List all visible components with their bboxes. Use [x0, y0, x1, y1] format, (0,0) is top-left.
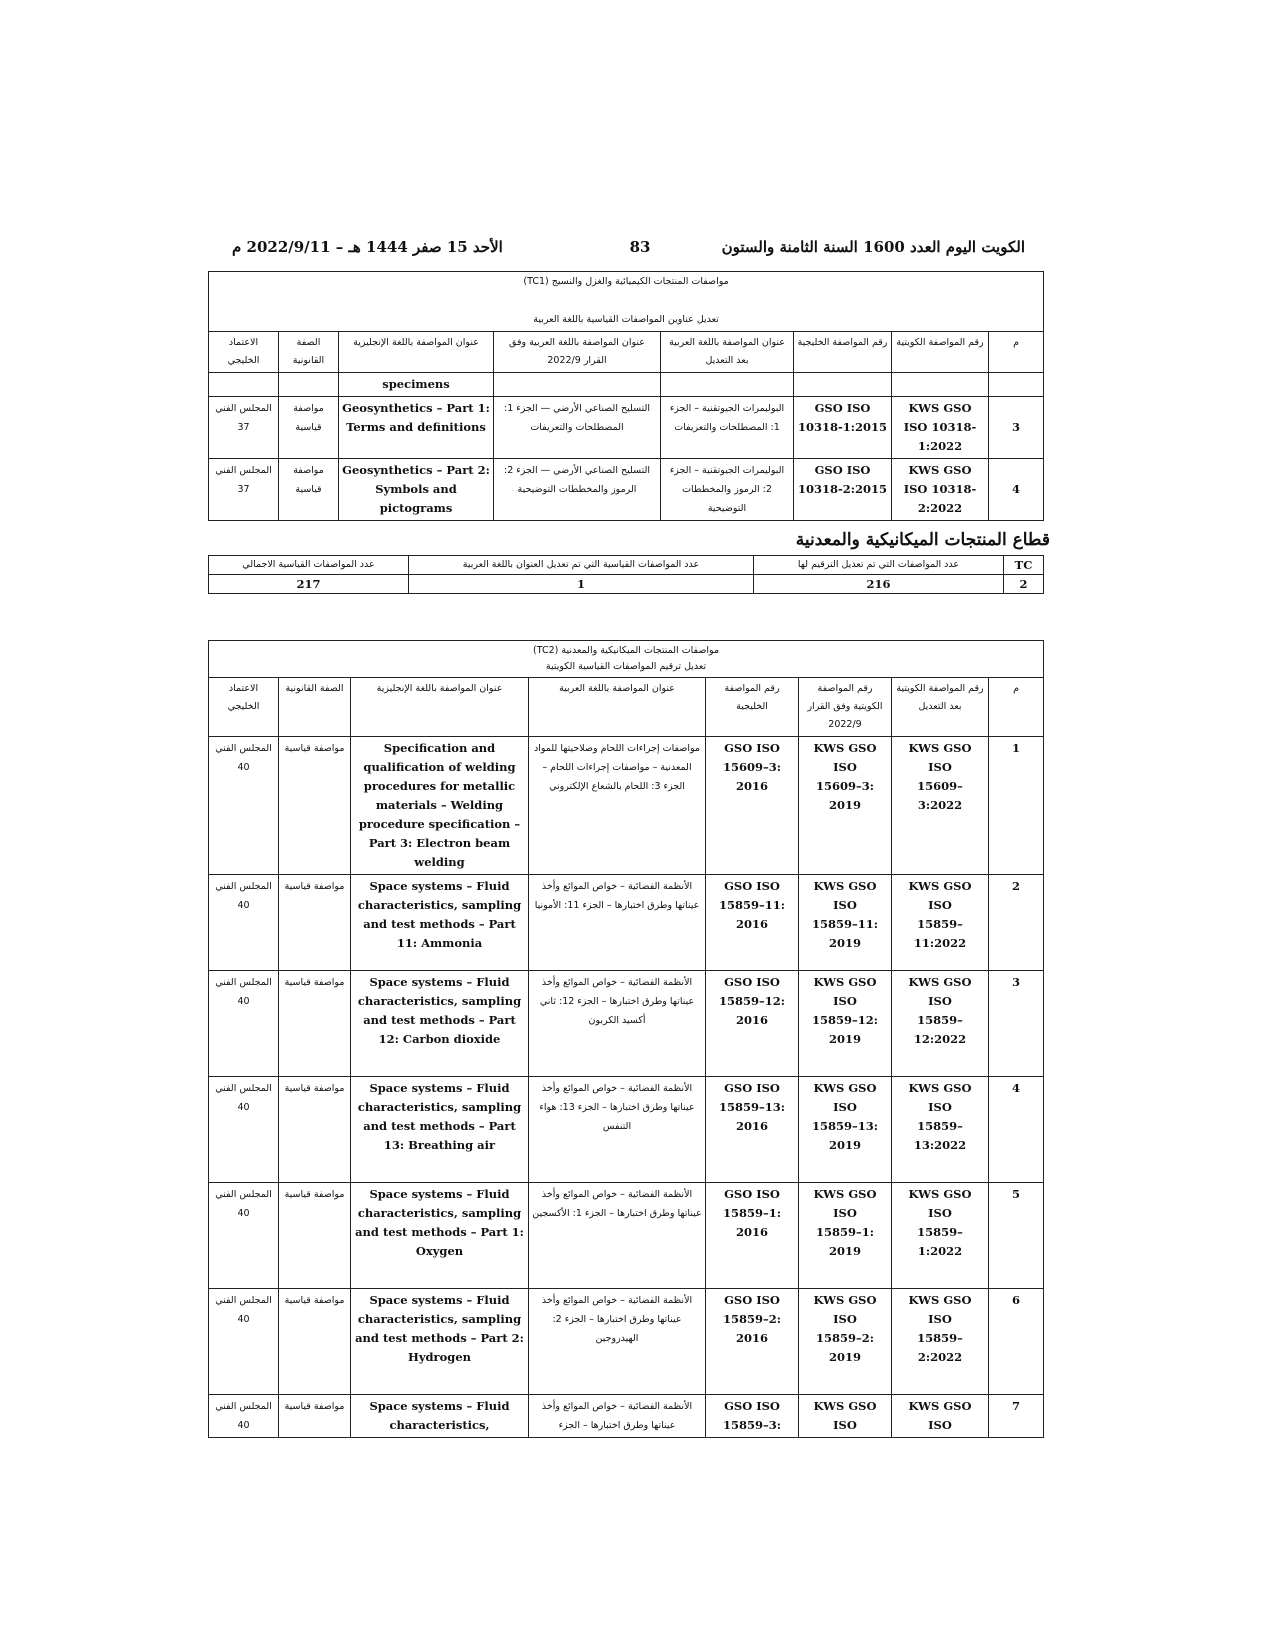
- english-title-cell: Space systems – Fluid characteristics, sampling and test methods – Part 2: Hydrogen: [351, 1289, 529, 1395]
- kws-number-old-cell: KWS GSO ISO 15859–11: 2019: [799, 875, 892, 971]
- approval-cell: المجلس الفني 40: [209, 737, 279, 875]
- kws-number-old-cell: KWS GSO ISO 15859–12: 2019: [799, 971, 892, 1077]
- tc2-caption: [209, 641, 1044, 678]
- tc1-continuation-text: specimens: [339, 373, 494, 397]
- english-title-cell: Geosynthetics – Part 1: Terms and definitions: [339, 397, 494, 459]
- row-index-cell: 7: [989, 1395, 1044, 1438]
- kws-number-cell: KWS GSO ISO 10318-2:2022: [892, 459, 989, 521]
- row-index-cell: 4: [989, 1077, 1044, 1183]
- tc2-col-arabic-title: عنوان المواصفة باللغة العربية: [529, 678, 706, 737]
- sector-renumbered-value: 216: [754, 575, 1004, 594]
- sector-summary-table: [208, 555, 1044, 594]
- table-row: [209, 1395, 1044, 1438]
- table-row: [209, 971, 1044, 1077]
- kws-number-new-cell: KWS GSO ISO 15859– 12:2022: [892, 971, 989, 1077]
- kws-number-new-cell: KWS GSO ISO 15859– 13:2022: [892, 1077, 989, 1183]
- legal-cell: مواصفة قياسية: [279, 971, 351, 1077]
- gso-number-cell: GSO ISO 15859–13: 2016: [706, 1077, 799, 1183]
- arabic-title-cell: الأنظمة الفضائية – خواص الموائع وأخذ عيناتها وطرق اختبارها – الجزء 2: الهيدروجين: [529, 1289, 706, 1395]
- legal-cell: مواصفة قياسية: [279, 1395, 351, 1438]
- arabic-title-new-cell: البوليمرات الجيوتقنية – الجزء 1: المصطلحات والتعريفات: [661, 397, 794, 459]
- tc2-col-approval: الاعتماد الخليجي: [209, 678, 279, 737]
- legal-cell: مواصفة قياسية: [279, 737, 351, 875]
- english-title-cell: Space systems – Fluid characteristics, sampling and test methods – Part 12: Carbon dioxide: [351, 971, 529, 1077]
- arabic-title-cell: مواصفات إجراءات اللحام وصلاحيتها للمواد المعدنية – مواصفات إجراءات اللحام – الجزء 3: اللحام بالشعاع الإلكتروني: [529, 737, 706, 875]
- sector-title: قطاع المنتجات الميكانيكية والمعدنية: [795, 530, 1050, 550]
- table-row: [209, 459, 1044, 521]
- legal-cell: مواصفة قياسية: [279, 875, 351, 971]
- arabic-title-cell: الأنظمة الفضائية – خواص الموائع وأخذ عيناتها وطرق اختبارها – الجزء 12: ثاني أكسيد الكربون: [529, 971, 706, 1077]
- approval-cell: المجلس الفني 40: [209, 1183, 279, 1289]
- approval-cell: المجلس الفني 40: [209, 875, 279, 971]
- english-title-cell: Space systems – Fluid characteristics, sampling and test methods – Part 1: Oxygen: [351, 1183, 529, 1289]
- tc2-col-kws-number-new: رقم المواصفة الكويتية بعد التعديل: [892, 678, 989, 737]
- arabic-title-cell: الأنظمة الفضائية – خواص الموائع وأخذ عيناتها وطرق اختبارها – الجزء: [529, 1395, 706, 1438]
- row-index-cell: 3: [989, 397, 1044, 459]
- tc1-col-legal: الصفة القانونية: [279, 332, 339, 373]
- tc2-caption-title: مواصفات المنتجات الميكانيكية والمعدنية (TC2): [533, 645, 720, 656]
- tc2-table: [208, 640, 1044, 1438]
- gso-number-cell: GSO ISO 15859–1: 2016: [706, 1183, 799, 1289]
- row-index-cell: 5: [989, 1183, 1044, 1289]
- gazette-issue-header: الكويت اليوم العدد 1600 السنة الثامنة والستون: [721, 238, 1025, 256]
- arabic-title-cell: الأنظمة الفضائية – خواص الموائع وأخذ عيناتها وطرق اختبارها – الجزء 1: الأكسجين: [529, 1183, 706, 1289]
- row-index-cell: 6: [989, 1289, 1044, 1395]
- gso-number-cell: GSO ISO 15859–12: 2016: [706, 971, 799, 1077]
- kws-number-new-cell: KWS GSO ISO: [892, 1395, 989, 1438]
- sector-col-total: عدد المواصفات القياسية الاجمالي: [209, 556, 409, 575]
- approval-cell: المجلس الفني 37: [209, 459, 279, 521]
- arabic-title-new-cell: البوليمرات الجيوتقنية – الجزء 2: الرموز والمخططات التوضيحية: [661, 459, 794, 521]
- arabic-title-old-cell: التسليح الصناعي الأرضي — الجزء 1: المصطلحات والتعريفات: [494, 397, 661, 459]
- kws-number-new-cell: KWS GSO ISO 15859– 2:2022: [892, 1289, 989, 1395]
- sector-col-renumbered: عدد المواصفات التي تم تعديل الترقيم لها: [754, 556, 1004, 575]
- gso-number-cell: GSO ISO 10318-1:2015: [794, 397, 892, 459]
- gso-number-cell: GSO ISO 15859–3:: [706, 1395, 799, 1438]
- tc1-caption-title: مواصفات المنتجات الكيميائية والغزل والنسيج (TC1): [523, 276, 729, 287]
- approval-cell: المجلس الفني 40: [209, 971, 279, 1077]
- kws-number-old-cell: KWS GSO ISO 15609–3: 2019: [799, 737, 892, 875]
- tc1-caption-subtitle: تعديل عناوين المواصفات القياسية باللغة العربية: [533, 314, 719, 325]
- tc1-col-arabic-title-old: عنوان المواصفة باللغة العربية وفق القرار 2022/9: [494, 332, 661, 373]
- kws-number-old-cell: KWS GSO ISO: [799, 1395, 892, 1438]
- table-row: [209, 737, 1044, 875]
- sector-col-title-changed: عدد المواصفات القياسية التي تم تعديل العنوان باللغة العربية: [409, 556, 754, 575]
- kws-number-old-cell: KWS GSO ISO 15859–13: 2019: [799, 1077, 892, 1183]
- arabic-title-cell: الأنظمة الفضائية – خواص الموائع وأخذ عيناتها وطرق اختبارها – الجزء 11: الأمونيا: [529, 875, 706, 971]
- row-index-cell: 3: [989, 971, 1044, 1077]
- sector-title-changed-value: 1: [409, 575, 754, 594]
- page-number: 83: [629, 238, 651, 256]
- tc1-col-approval: الاعتماد الخليجي: [209, 332, 279, 373]
- arabic-title-cell: الأنظمة الفضائية – خواص الموائع وأخذ عيناتها وطرق اختبارها – الجزء 13: هواء التنفس: [529, 1077, 706, 1183]
- sector-col-tc: TC: [1004, 556, 1044, 575]
- tc2-col-english-title: عنوان المواصفة باللغة الإنجليزية: [351, 678, 529, 737]
- tc2-col-legal: الصفة القانونية: [279, 678, 351, 737]
- tc1-col-english-title: عنوان المواصفة باللغة الإنجليزية: [339, 332, 494, 373]
- english-title-cell: Space systems – Fluid characteristics,: [351, 1395, 529, 1438]
- gazette-date-header: الأحد 15 صفر 1444 هـ – 2022/9/11 م: [232, 238, 503, 256]
- sector-total-value: 217: [209, 575, 409, 594]
- gso-number-cell: GSO ISO 15609–3: 2016: [706, 737, 799, 875]
- kws-number-new-cell: KWS GSO ISO 15859– 1:2022: [892, 1183, 989, 1289]
- english-title-cell: Space systems – Fluid characteristics, sampling and test methods – Part 11: Ammonia: [351, 875, 529, 971]
- kws-number-new-cell: KWS GSO ISO 15609– 3:2022: [892, 737, 989, 875]
- english-title-cell: Geosynthetics – Part 2: Symbols and pictograms: [339, 459, 494, 521]
- legal-cell: مواصفة قياسية: [279, 1077, 351, 1183]
- legal-cell: مواصفة قياسية: [279, 1289, 351, 1395]
- table-row: [209, 397, 1044, 459]
- table-row: [209, 1077, 1044, 1183]
- tc2-caption-subtitle: تعديل ترقيم المواصفات القياسية الكويتية: [545, 661, 707, 672]
- tc1-col-index: م: [989, 332, 1044, 373]
- tc2-col-kws-number-old: رقم المواصفة الكويتية وفق القرار 2022/9: [799, 678, 892, 737]
- table-row: [209, 1289, 1044, 1395]
- row-index-cell: 4: [989, 459, 1044, 521]
- tc2-col-index: م: [989, 678, 1044, 737]
- kws-number-old-cell: KWS GSO ISO 15859–2: 2019: [799, 1289, 892, 1395]
- kws-number-new-cell: KWS GSO ISO 15859– 11:2022: [892, 875, 989, 971]
- tc1-col-arabic-title-new: عنوان المواصفة باللغة العربية بعد التعديل: [661, 332, 794, 373]
- gso-number-cell: GSO ISO 15859–2: 2016: [706, 1289, 799, 1395]
- sector-tc-value: 2: [1004, 575, 1044, 594]
- approval-cell: المجلس الفني 40: [209, 1395, 279, 1438]
- english-title-cell: Space systems – Fluid characteristics, sampling and test methods – Part 13: Breathing air: [351, 1077, 529, 1183]
- table-row: [209, 875, 1044, 971]
- gso-number-cell: GSO ISO 15859–11: 2016: [706, 875, 799, 971]
- arabic-title-old-cell: التسليح الصناعي الأرضي — الجزء 2: الرموز والمخططات التوضيحية: [494, 459, 661, 521]
- approval-cell: المجلس الفني 40: [209, 1289, 279, 1395]
- kws-number-cell: KWS GSO ISO 10318-1:2022: [892, 397, 989, 459]
- row-index-cell: 2: [989, 875, 1044, 971]
- gso-number-cell: GSO ISO 10318-2:2015: [794, 459, 892, 521]
- row-index-cell: 1: [989, 737, 1044, 875]
- tc1-table: [208, 271, 1044, 521]
- approval-cell: المجلس الفني 37: [209, 397, 279, 459]
- tc1-col-kws-number: رقم المواصفة الكويتية: [892, 332, 989, 373]
- tc1-caption: [209, 272, 1044, 332]
- legal-cell: مواصفة قياسية: [279, 1183, 351, 1289]
- legal-cell: مواصفة قياسية: [279, 397, 339, 459]
- kws-number-old-cell: KWS GSO ISO 15859–1: 2019: [799, 1183, 892, 1289]
- tc1-col-gso-number: رقم المواصفة الخليجية: [794, 332, 892, 373]
- english-title-cell: Specification and qualification of welding procedures for metallic materials – Welding procedure specification – Part 3: Electron beam welding: [351, 737, 529, 875]
- approval-cell: المجلس الفني 40: [209, 1077, 279, 1183]
- legal-cell: مواصفة قياسية: [279, 459, 339, 521]
- tc2-col-gso-number: رقم المواصفة الخليجية: [706, 678, 799, 737]
- table-row: [209, 1183, 1044, 1289]
